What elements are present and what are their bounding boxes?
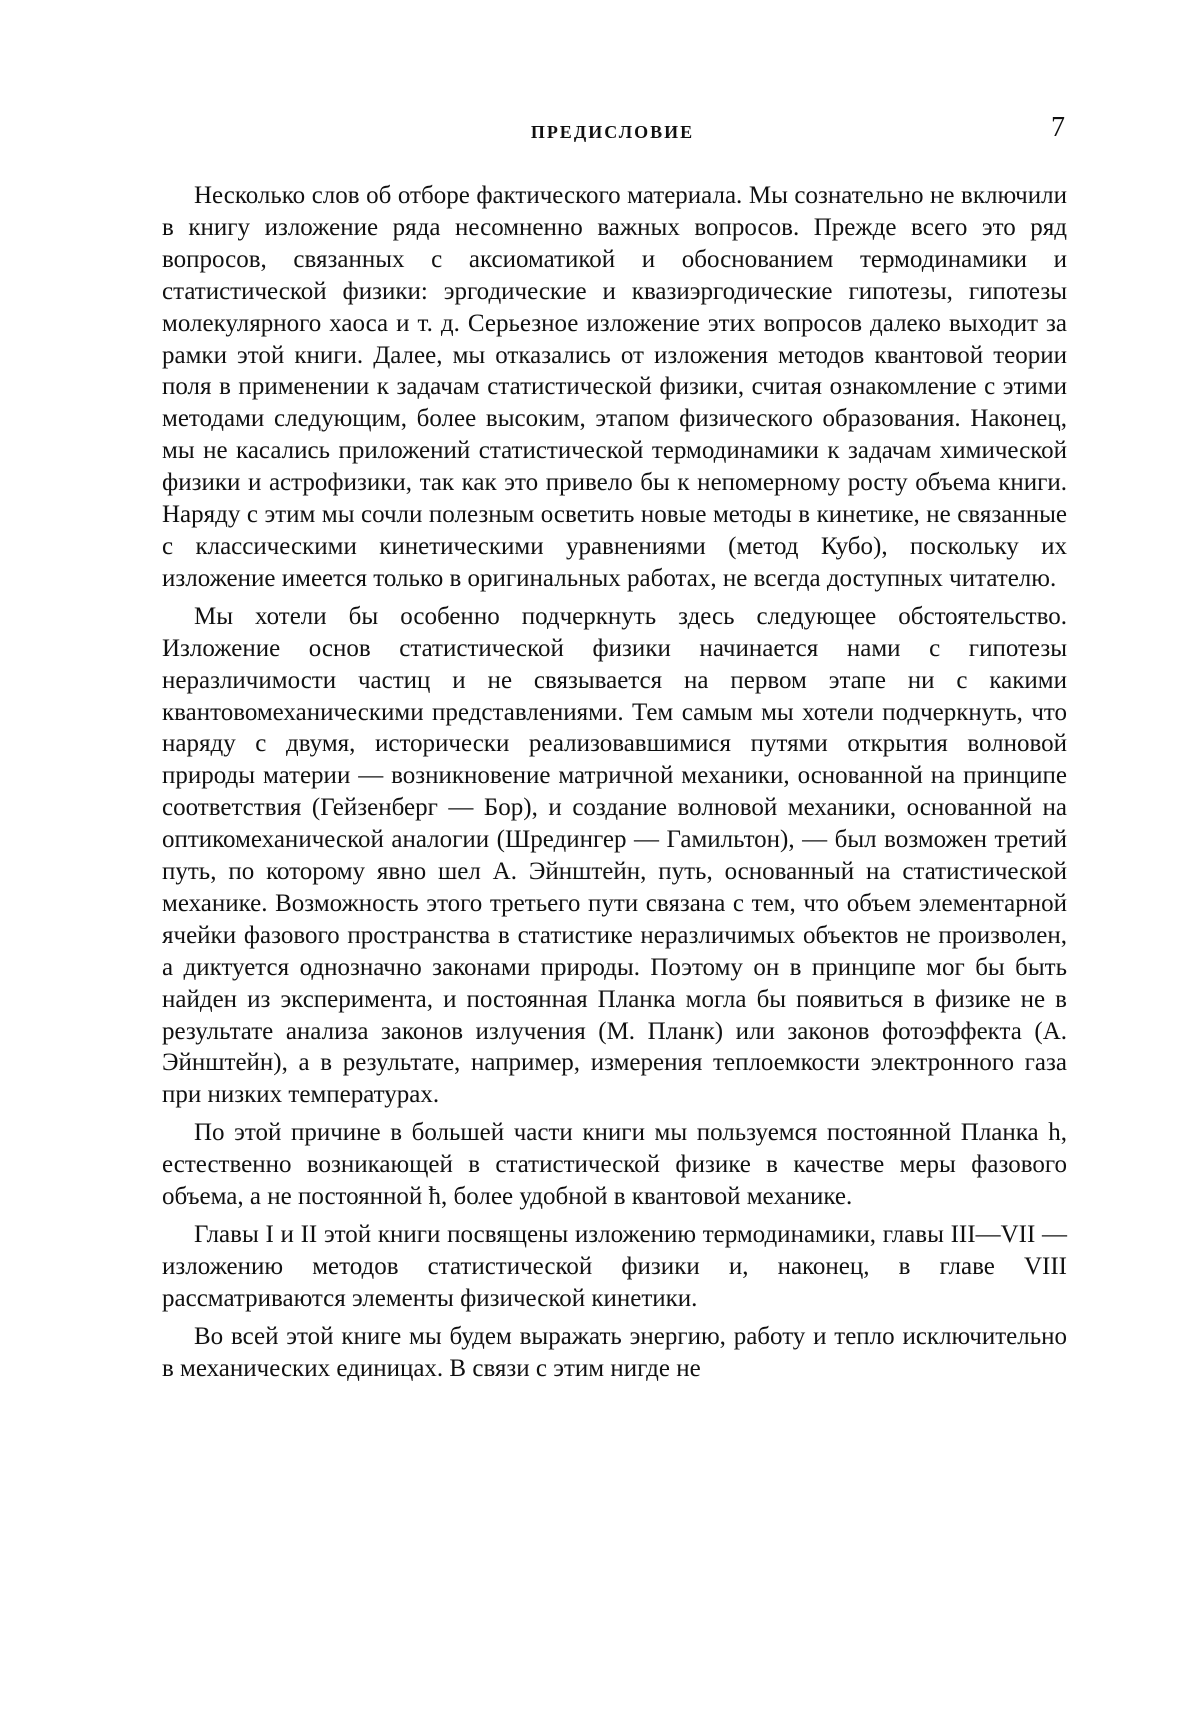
body-text (162, 180, 1067, 1391)
paragraph-energy-units: Во всей этой книге мы будем выражать энергию, работу и тепло исключительно в механических единицах. В связи с этим нигде не (162, 1322, 1067, 1382)
page-number: 7 (1051, 112, 1065, 143)
running-head (160, 112, 1065, 152)
paragraph-selection-of-material: Несколько слов об отборе фактического материала. Мы сознательно не включили в книгу изложение ряда несомненно важных вопросов. Прежде всего это ряд вопросов, связанных с аксиоматикой и обоснованием термодинамики и статистической физики: эргодические и квазиэргодические гипотезы, гипотезы молекулярного хаоса и т. д. Серьезное изложение этих вопросов далеко выходит за рамки этой книги. Далее, мы отказались от изложения методов квантовой теории поля в применении к задачам статистической физики, считая ознакомление с этими методами следующим, более высоким, этапом физического образования. Наконец, мы не касались приложений статистической термодинамики к задачам химической физики и астрофизики, так как это привело бы к непомерному росту объема книги. Наряду с этим мы сочли полезным осветить новые методы в кинетике, не связанные с классическими кинетическими уравнениями (метод Кубо), поскольку их изложение имеется только в оригинальных работах, не всегда доступных читателю. (162, 182, 1067, 592)
running-title: ПРЕДИСЛОВИЕ (530, 122, 695, 142)
paragraph-planck-constant: По этой причине в большей части книги мы пользуемся постоянной Планка h, естественно возникающей в статистической физике в качестве меры фазового объема, а не постоянной ħ, более удобной в квантовой механике. (162, 1119, 1067, 1211)
paragraph-indistinguishability: Мы хотели бы особенно подчеркнуть здесь следующее обстоятельство. Изложение основ статистической физики начинается нами с гипотезы неразличимости частиц и не связывается на первом этапе ни с какими квантовомеханическими представлениями. Тем самым мы хотели подчеркнуть, что наряду с двумя, исторически реализовавшимися путями открытия волновой природы материи — возникновение матричной механики, основанной на принципе соответствия (Гейзенберг — Бор), и создание волновой механики, основанной на оптикомеханической аналогии (Шредингер — Гамильтон), — был возможен третий путь, по которому явно шел А. Эйнштейн, путь, основанный на статистической механике. Возможность этого третьего пути связана с тем, что объем элементарной ячейки фазового пространства в статистике неразличимых объектов не произволен, а диктуется однозначно законами природы. Поэтому он в принципе мог бы быть найден из эксперимента, и постоянная Планка могла бы появиться в физике не в результате анализа законов излучения (М. Планк) или законов фотоэффекта (А. Эйнштейн), а в результате, например, измерения теплоемкости электронного газа при низких температурах. (162, 602, 1067, 1109)
paragraph-chapter-overview: Главы I и II этой книги посвящены изложению термодинамики, главы III—VII — изложению методов статистической физики и, наконец, в главе VIII рассматриваются элементы физической кинетики. (162, 1221, 1067, 1312)
